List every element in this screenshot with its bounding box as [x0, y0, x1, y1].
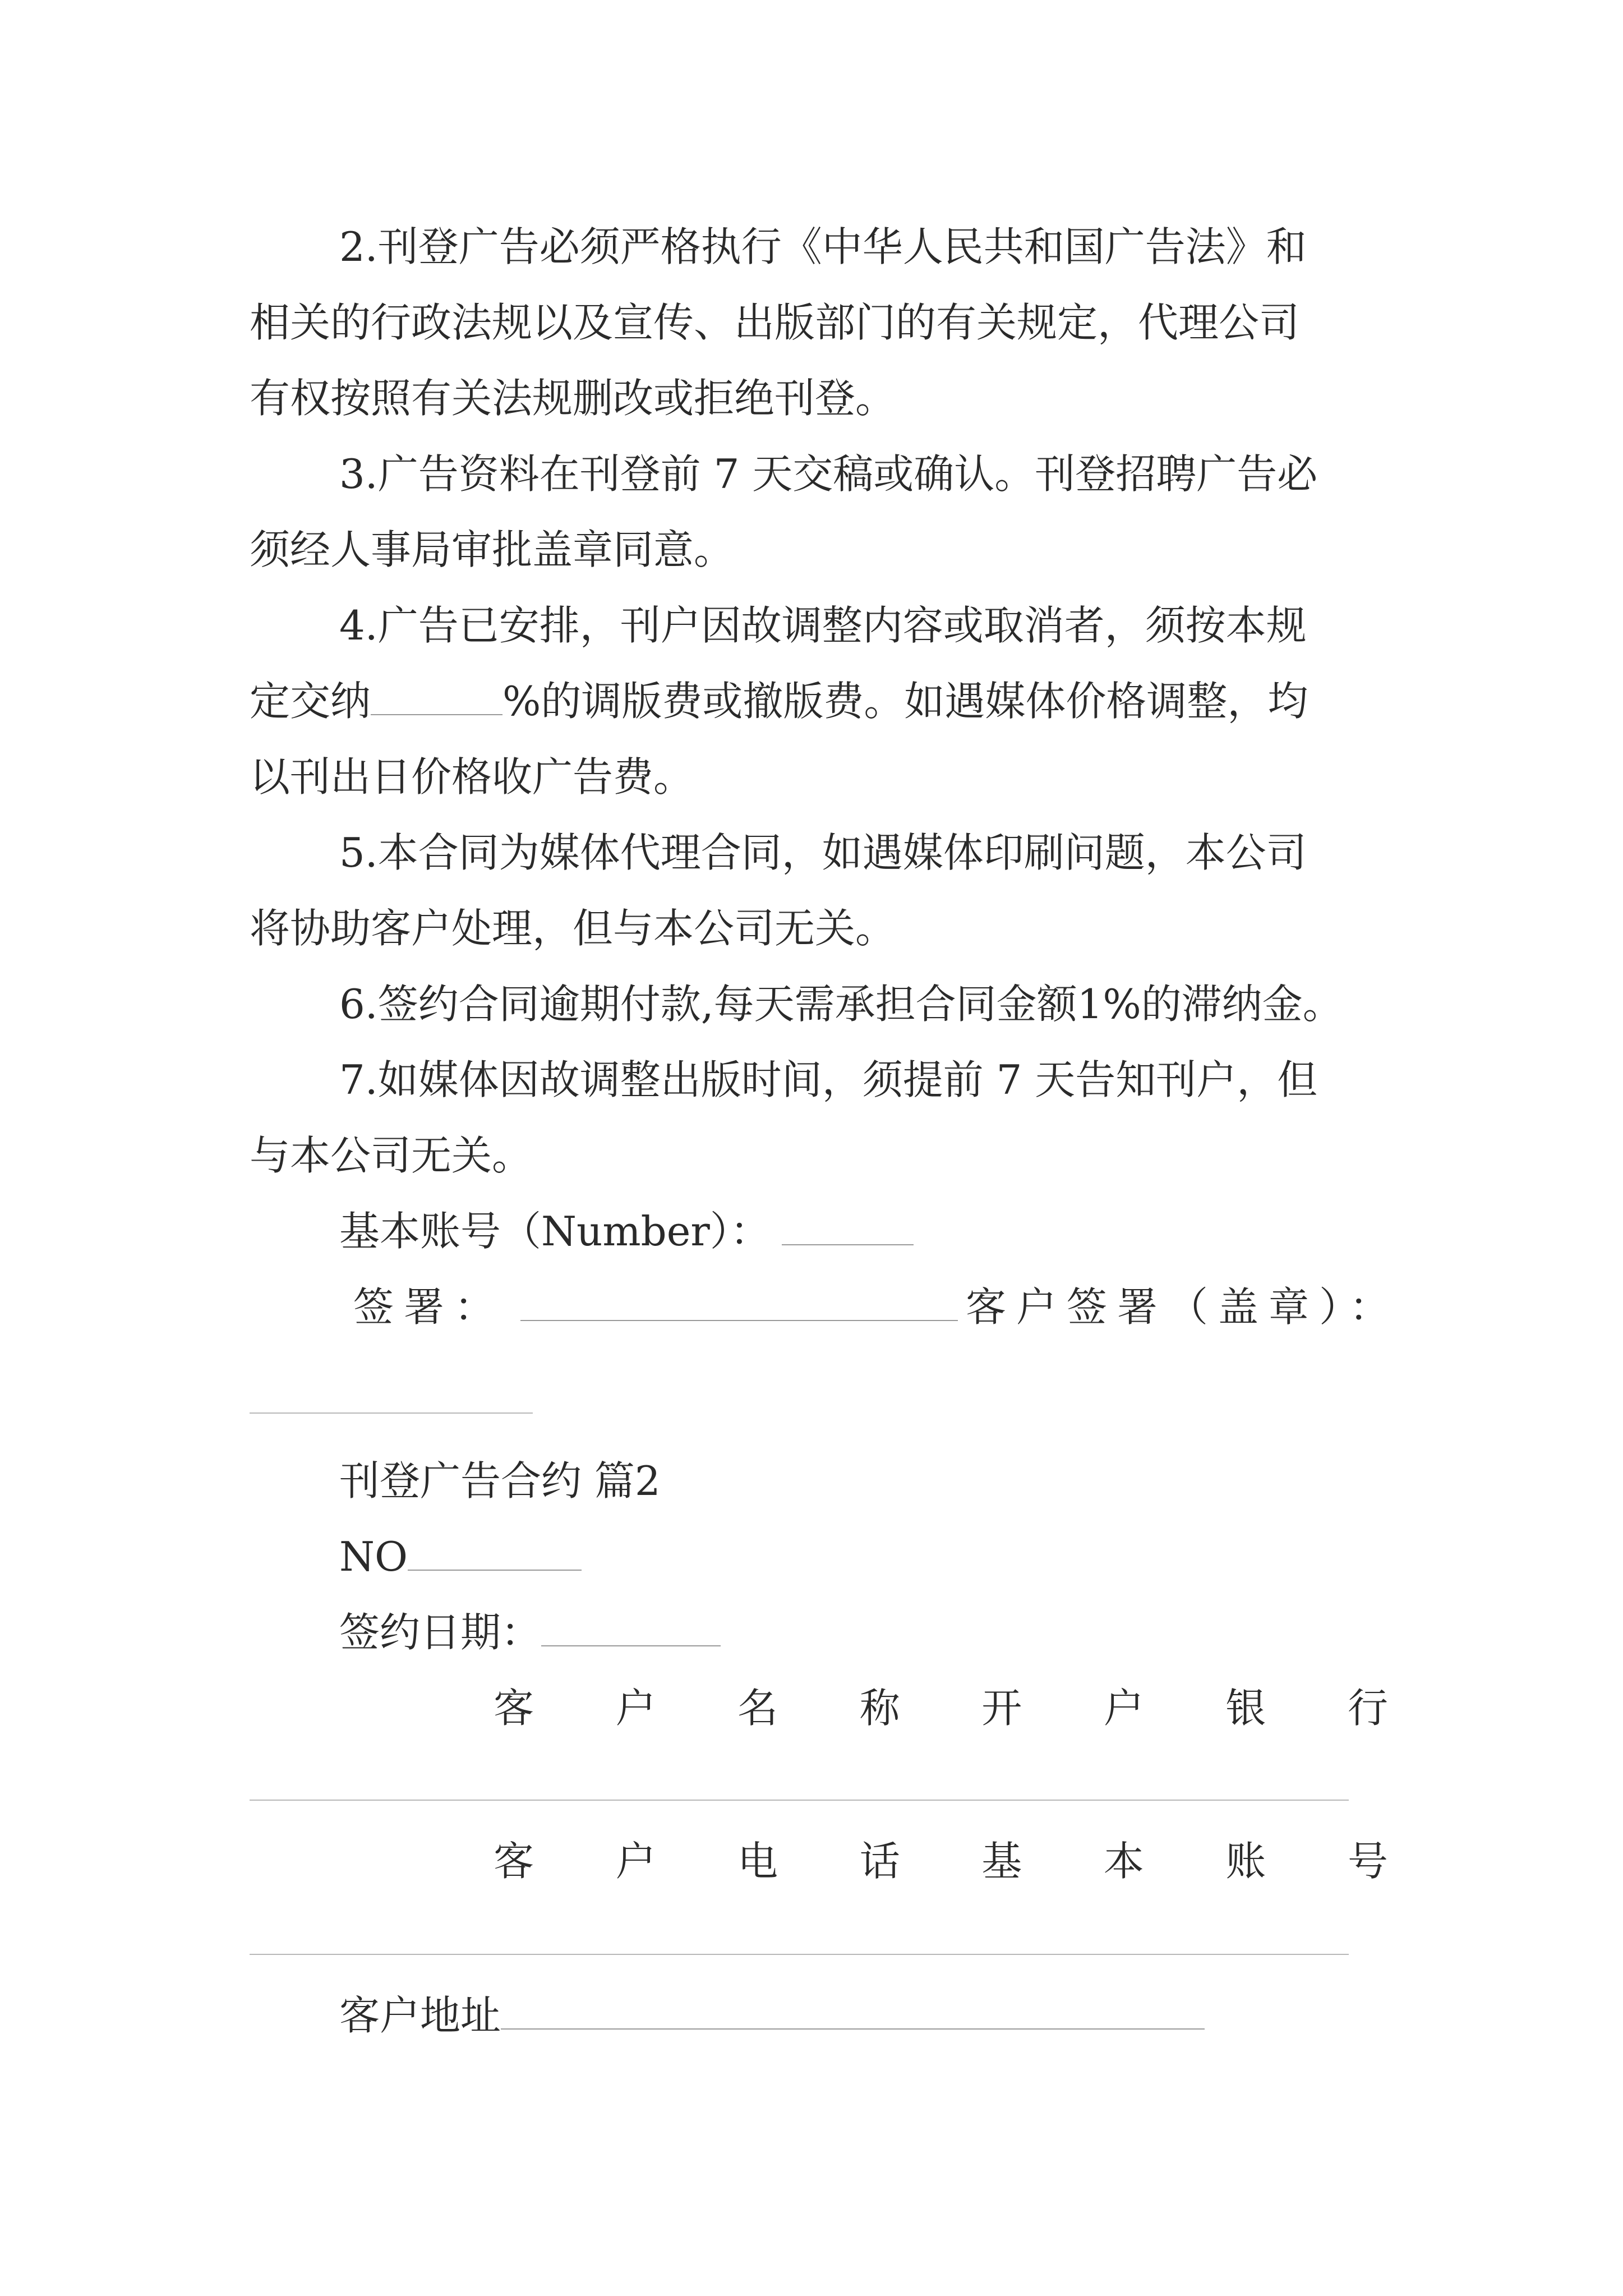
row-bank-char: 名: [737, 1685, 778, 1732]
clause-7-line-1: 7.如媒体因故调整出版时间，须提前 7 天告知刊户，但: [339, 1056, 1318, 1103]
customer-phone-account-blank[interactable]: [250, 1954, 1349, 1955]
row-phone-char: 话: [859, 1838, 900, 1885]
clause-5-line-2: 将协助客户处理，但与本公司无关。: [250, 905, 896, 952]
no-label: NO: [339, 1533, 408, 1580]
row-phone-char: 基: [981, 1838, 1022, 1885]
row-bank-char: 银: [1225, 1685, 1266, 1732]
row-phone-char: 本: [1103, 1838, 1144, 1885]
section-title: 刊登广告合约 篇2: [339, 1457, 661, 1504]
no-blank[interactable]: [408, 1533, 582, 1571]
customer-signature-blank[interactable]: [250, 1412, 533, 1414]
customer-address-label: 客户地址: [339, 1992, 501, 2039]
customer-address-blank[interactable]: [501, 1991, 1205, 2030]
clause-5-line-1: 5.本合同为媒体代理合同，如遇媒体印刷问题，本公司: [339, 829, 1307, 876]
row-bank-char: 户: [615, 1685, 656, 1732]
account-number-blank[interactable]: [782, 1207, 914, 1245]
row-bank-char: 行: [1347, 1685, 1388, 1732]
account-number-line: [339, 1204, 1388, 1258]
signature-blank[interactable]: [520, 1283, 958, 1321]
sign-date-blank[interactable]: [541, 1608, 721, 1646]
customer-name-bank-row: [494, 1681, 1388, 1735]
customer-address-line: [339, 1989, 1388, 2042]
no-line: [339, 1530, 1388, 1584]
percentage-blank[interactable]: [371, 677, 502, 715]
clause-6-line-1: 6.签约合同逾期付款,每天需承担合同金额1%的滞纳金。: [339, 981, 1343, 1028]
row-phone-char: 电: [737, 1838, 778, 1885]
row-bank-char: 客: [494, 1685, 534, 1732]
clause-4-line-3: 以刊出日价格收广告费。: [250, 753, 694, 800]
row-phone-char: 号: [1347, 1838, 1388, 1885]
clause-2-line-1: 2.刊登广告必须严格执行《中华人民共和国广告法》和: [339, 223, 1307, 270]
clause-3-line-1: 3.广告资料在刊登前 7 天交稿或确认。刊登招聘广告必: [339, 450, 1318, 498]
clause-4-text-before-blank: 定交纳: [250, 678, 371, 725]
sign-date-label: 签约日期：: [339, 1609, 542, 1656]
clause-4-line-2: [250, 674, 1388, 728]
customer-phone-account-row: [494, 1834, 1388, 1888]
row-bank-char: 开: [981, 1685, 1022, 1732]
sign-date-line: [339, 1605, 1388, 1659]
account-number-label: 基本账号（Number）：: [339, 1208, 771, 1255]
row-bank-char: 户: [1103, 1685, 1144, 1732]
clause-3-line-2: 须经人事局审批盖章同意。: [250, 526, 735, 573]
row-phone-char: 户: [615, 1838, 656, 1885]
clause-4-text-after-blank: %的调版费或撤版费。如遇媒体价格调整，均: [502, 678, 1308, 725]
clause-4-line-1: 4.广告已安排，刊户因故调整内容或取消者，须按本规: [339, 602, 1307, 649]
customer-name-bank-blank[interactable]: [250, 1800, 1349, 1801]
signature-line: [353, 1280, 1402, 1334]
row-phone-char: 客: [494, 1838, 534, 1885]
row-phone-char: 账: [1225, 1838, 1266, 1885]
clause-2-line-3: 有权按照有关法规删改或拒绝刊登。: [250, 375, 896, 422]
row-bank-char: 称: [859, 1685, 900, 1732]
clause-7-line-2: 与本公司无关。: [250, 1132, 533, 1179]
clause-2-line-2: 相关的行政法规以及宣传、出版部门的有关规定，代理公司: [250, 299, 1300, 346]
customer-signature-label: 客户签署（盖章）：: [966, 1283, 1400, 1331]
signature-label: 签署：: [353, 1283, 505, 1331]
